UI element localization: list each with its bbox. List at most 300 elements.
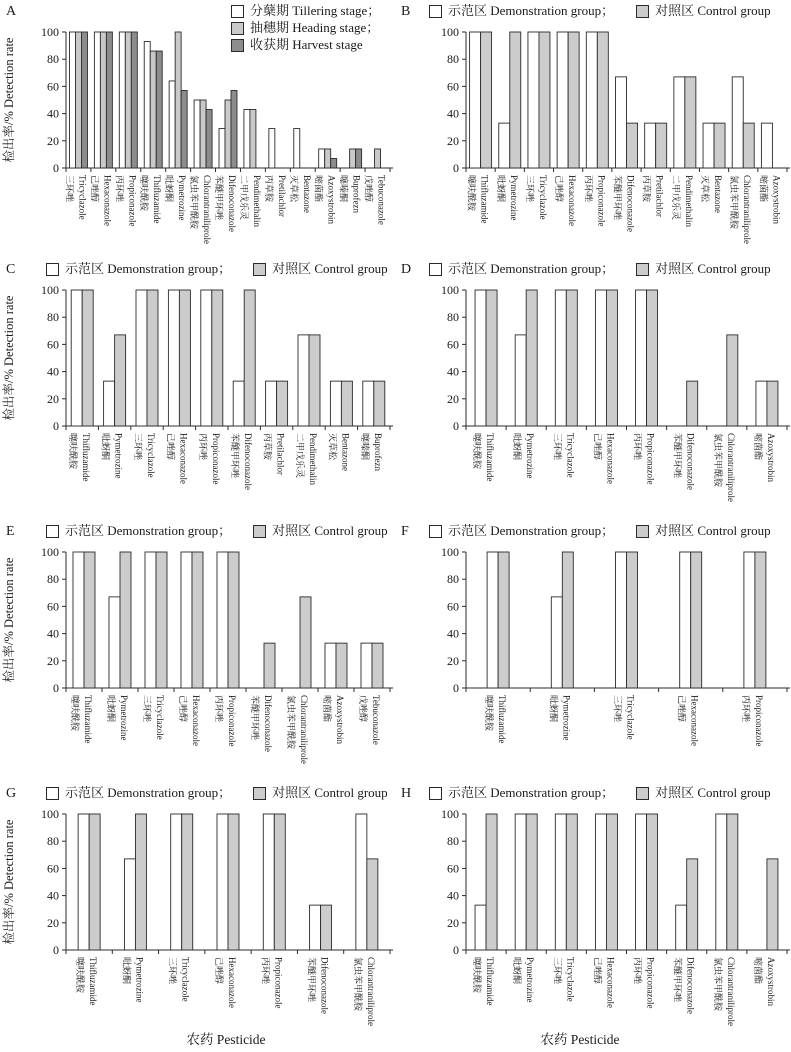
bar-difenoconazole (687, 859, 698, 950)
x-category-label-en: Difenoconazole (227, 175, 237, 232)
x-category-label-zh: 丙环唑 (214, 695, 224, 723)
bar-propiconazole (647, 290, 658, 426)
bar-hexaconazole (606, 814, 617, 950)
bar-hexaconazole (106, 32, 112, 168)
legend-label: 示范区 Demonstration group； (448, 261, 615, 276)
bar-pretilachlor (277, 381, 288, 426)
bar-thifluzamide (470, 32, 481, 168)
x-category-label-en: Hexaconazole (567, 175, 578, 226)
bar-azoxystrobin (331, 158, 337, 168)
bar-hexaconazole (691, 552, 702, 688)
x-category-label-en: Pretilachlor (275, 433, 286, 475)
y-tick-label: 100 (41, 25, 59, 39)
x-category-label-zh: 丙环唑 (260, 957, 271, 985)
x-category-label-en: Pymetrozine (134, 957, 145, 1003)
x-category-label-zh: 丙环唑 (583, 175, 594, 203)
bar-pymetrozine (169, 81, 175, 168)
bar-chlorantraniliprole (367, 859, 378, 950)
bar-thifluzamide (487, 552, 498, 688)
panel-label-c: C (6, 262, 16, 277)
legend-panel-d (429, 261, 771, 277)
bar-pymetrozine (181, 90, 187, 168)
panel-h (395, 782, 791, 1052)
panel-label-b: B (401, 4, 411, 19)
x-category-label-zh: 嘧菌酯 (752, 433, 763, 461)
bar-thifluzamide (486, 290, 497, 426)
bar-propiconazole (217, 552, 228, 688)
y-tick-label: 40 (47, 106, 59, 121)
bar-tricyclazole (555, 814, 566, 950)
x-category-label-en: Bentazone (340, 433, 351, 471)
legend-item (46, 785, 231, 801)
legend-swatch-icon (253, 525, 266, 538)
bar-thifluzamide (82, 290, 93, 426)
legend-item (636, 523, 771, 539)
bar-tricyclazole (528, 32, 539, 168)
bar-pretilachlor (269, 129, 275, 168)
bar-pymetrozine (175, 32, 181, 168)
bar-pymetrozine (515, 335, 526, 426)
x-category-label-zh: 二甲戊乐灵 (670, 175, 681, 221)
y-axis-title: 检出率/% Detection rate (2, 37, 16, 163)
bar-difenoconazole (687, 381, 698, 426)
legend-label: 示范区 Demonstration group； (65, 523, 232, 538)
x-category-label-en: Thifluzamide (479, 175, 490, 224)
bar-propiconazole (755, 552, 766, 688)
x-category-label-en: Pymetrozine (119, 695, 129, 741)
bar-pendimethalin (309, 335, 320, 426)
legend-swatch-icon (429, 263, 442, 276)
x-category-label-en: Chlorantraniliprole (202, 175, 213, 244)
bar-tricyclazole (566, 290, 577, 426)
y-tick-label: 20 (47, 915, 59, 930)
panel-a (0, 0, 396, 258)
x-category-label-zh: 灭草松 (288, 175, 299, 203)
legend-item (636, 3, 771, 19)
bar-difenoconazole (233, 381, 244, 426)
x-category-label-zh: 氯虫苯甲酰胺 (352, 957, 363, 1012)
x-axis-title-right: 农药 Pesticide (540, 1032, 620, 1047)
bar-hexaconazole (181, 552, 192, 688)
x-category-label-en: Difenoconazole (243, 433, 254, 490)
bar-chart-b (395, 0, 791, 260)
legend-swatch-icon (636, 787, 649, 800)
legend-item (429, 3, 614, 19)
bar-buprofezn (374, 381, 385, 426)
x-category-label-zh: 噻呋酰胺 (484, 695, 495, 732)
legend-swatch-icon (636, 5, 649, 18)
x-category-label-zh: 灭草松 (700, 175, 711, 203)
bar-hexaconazole (168, 290, 179, 426)
y-tick-label: 100 (441, 283, 459, 297)
y-tick-label: 80 (47, 310, 59, 325)
x-category-label-en: Hexaconazole (605, 433, 616, 484)
x-category-label-en: Hexaconazole (689, 695, 700, 746)
x-category-label-zh: 灭草松 (327, 433, 338, 461)
legend-panel-b (429, 3, 771, 19)
x-category-label-en: Propiconazole (596, 175, 607, 227)
legend-item (46, 523, 231, 539)
y-tick-label: 40 (47, 888, 59, 903)
bar-chlorantraniliprole (206, 110, 212, 168)
y-tick-label: 60 (447, 861, 459, 876)
x-category-label-en: Propiconazole (645, 433, 656, 485)
bar-thifluzamide (144, 42, 150, 168)
panel-f (395, 520, 791, 778)
legend-panel-c (46, 261, 388, 277)
bar-tricyclazole (69, 32, 75, 168)
legend-label: 示范区 Demonstration group； (448, 523, 615, 538)
bar-thifluzamide (84, 552, 95, 688)
bar-propiconazole (125, 32, 131, 168)
y-tick-label: 60 (447, 599, 459, 614)
x-category-label-zh: 噻呋酰胺 (466, 175, 477, 212)
bar-pymetrozine (135, 814, 146, 950)
x-category-label-en: Thifluzamide (485, 433, 496, 482)
bar-pretilachlor (656, 123, 667, 168)
y-tick-label: 20 (447, 391, 459, 406)
bar-pymetrozine (510, 32, 521, 168)
bar-difenoconazole (616, 77, 627, 168)
bar-difenoconazole (225, 100, 231, 168)
legend-swatch-icon (429, 5, 442, 18)
x-category-label-zh: 吡蚜酮 (121, 957, 132, 985)
legend-label: 示范区 Demonstration group； (65, 261, 232, 276)
bar-bentazone (703, 123, 714, 168)
bar-tricyclazole (156, 552, 167, 688)
bar-pymetrozine (551, 597, 562, 688)
y-tick-label: 100 (41, 807, 59, 821)
y-tick-label: 0 (453, 943, 459, 957)
x-category-label-en: Difenoconazole (625, 175, 636, 232)
legend-panel-a (231, 3, 380, 53)
x-category-label-zh: 二甲戊乐灵 (238, 175, 249, 221)
y-tick-label: 60 (47, 599, 59, 614)
x-category-label-en: Pymetrozine (561, 695, 572, 741)
y-tick-label: 40 (447, 888, 459, 903)
x-category-label-zh: 丙草胺 (263, 175, 274, 203)
bar-pendimethalin (298, 335, 309, 426)
legend-item (231, 3, 380, 19)
legend-swatch-icon (253, 787, 266, 800)
bar-propiconazole (119, 32, 125, 168)
legend-item (636, 785, 771, 801)
bar-hexaconazole (595, 290, 606, 426)
y-tick-label: 40 (47, 626, 59, 641)
x-category-label-en: Difenoconazole (319, 957, 330, 1014)
x-category-label-en: Hexaconazole (178, 433, 189, 484)
bar-chlorantraniliprole (727, 814, 738, 950)
x-category-label-zh: 己唑醇 (165, 433, 176, 461)
x-category-label-en: Pendimethalin (683, 175, 694, 227)
x-category-label-zh: 戊唑醇 (358, 695, 368, 723)
x-category-label-zh: 己唑醇 (89, 175, 100, 203)
x-category-label-en: Tricyclazole (625, 695, 636, 740)
y-tick-label: 0 (53, 161, 59, 175)
x-category-label-en: Buprofezn (372, 433, 383, 471)
bar-tricyclazole (616, 552, 627, 688)
legend-item (429, 261, 614, 277)
bar-tricyclazole (555, 290, 566, 426)
x-category-label-en: Pymetrozine (177, 175, 188, 221)
y-tick-label: 60 (47, 79, 59, 94)
y-tick-label: 80 (47, 52, 59, 67)
x-category-label-zh: 噻呋酰胺 (70, 695, 80, 732)
bar-hexaconazole (100, 32, 106, 168)
y-tick-label: 0 (453, 161, 459, 175)
x-category-label-zh: 三环唑 (552, 957, 563, 985)
x-category-label-zh: 吡蚜酮 (100, 433, 111, 461)
legend-panel-e (46, 523, 388, 539)
x-category-label-zh: 氯虫苯甲酰胺 (712, 957, 723, 1012)
x-category-label-en: Bentazone (301, 175, 312, 213)
bar-hexaconazole (94, 32, 100, 168)
x-category-label-zh: 二甲戊乐灵 (295, 433, 305, 479)
bar-pendimethalin (674, 77, 685, 168)
bar-chart-c (0, 258, 396, 518)
panel-label-g: G (6, 786, 17, 801)
x-category-label-en: Pymetrozine (525, 433, 536, 479)
x-category-label-en: Azoxystrobin (765, 957, 776, 1006)
bar-chart-g (0, 782, 396, 1042)
bar-propiconazole (212, 290, 223, 426)
bar-pymetrozine (104, 381, 115, 426)
bar-chart-e (0, 520, 396, 780)
x-category-label-zh: 噻呋酰胺 (75, 957, 86, 994)
bar-tricyclazole (566, 814, 577, 950)
bar-pendimethalin (244, 110, 250, 168)
x-category-label-zh: 吡蚜酮 (548, 695, 559, 723)
bar-tricyclazole (182, 814, 193, 950)
legend-label: 示范区 Demonstration group； (65, 785, 232, 800)
bar-propiconazole (201, 290, 212, 426)
bar-pymetrozine (526, 290, 537, 426)
y-tick-label: 20 (447, 915, 459, 930)
bar-tricyclazole (147, 290, 158, 426)
x-category-label-zh: 吡蚜酮 (106, 695, 116, 723)
legend-swatch-icon (429, 525, 442, 538)
x-category-label-en: Chlorantraniliprole (365, 957, 376, 1026)
y-tick-label: 60 (47, 337, 59, 352)
bar-azoxystrobin (319, 149, 325, 168)
y-tick-label: 80 (447, 834, 459, 849)
x-category-label-zh: 苯醚甲环唑 (250, 695, 260, 741)
bar-thifluzamide (71, 290, 82, 426)
x-category-label-en: Chlorantraniliprole (742, 175, 753, 244)
bar-propiconazole (647, 814, 658, 950)
x-category-label-en: Propiconazole (227, 695, 237, 747)
legend-label: 对照区 Control group (655, 785, 771, 800)
bar-hexaconazole (680, 552, 691, 688)
y-tick-label: 20 (47, 391, 59, 406)
bar-propiconazole (274, 814, 285, 950)
x-category-label-en: Hexaconazole (227, 957, 237, 1008)
x-category-label-zh: 己唑醇 (592, 957, 603, 985)
x-category-label-en: Thifluzamide (83, 695, 93, 744)
x-category-label-en: Chlorantraniliprole (725, 433, 736, 502)
x-category-label-zh: 丙环唑 (632, 957, 643, 985)
bar-difenoconazole (219, 129, 225, 168)
y-axis-title: 检出率/% Detection rate (2, 557, 16, 683)
y-tick-label: 100 (441, 807, 459, 821)
x-category-label-en: Pymetrozine (113, 433, 124, 479)
x-category-label-en: Pymetrozine (525, 957, 536, 1003)
x-category-label-zh: 苯醚甲环唑 (306, 957, 317, 1003)
x-category-label-en: Hexaconazole (102, 175, 113, 226)
x-category-label-en: Hexaconazole (605, 957, 616, 1008)
panel-d (395, 258, 791, 516)
x-category-label-en: Propiconazole (210, 433, 221, 485)
x-category-label-zh: 苯醚甲环唑 (230, 433, 241, 479)
x-category-label-zh: 丙环唑 (632, 433, 643, 461)
legend-label: 抽穗期 Heading stage； (250, 20, 380, 35)
bar-hexaconazole (557, 32, 568, 168)
y-tick-label: 100 (41, 545, 59, 559)
y-axis-title: 检出率/% Detection rate (2, 819, 16, 945)
y-tick-label: 20 (47, 653, 59, 668)
y-tick-label: 40 (47, 364, 59, 379)
x-category-label-en: Buprofezn (351, 175, 362, 213)
panel-label-f: F (401, 524, 409, 539)
x-category-label-zh: 三环唑 (142, 695, 152, 723)
legend-item (253, 785, 388, 801)
x-category-label-en: Difenoconazole (685, 433, 696, 490)
bar-chart-d (395, 258, 791, 518)
bar-pendimethalin (685, 77, 696, 168)
x-category-label-zh: 噻嗪酮 (359, 433, 370, 461)
y-tick-label: 20 (47, 133, 59, 148)
x-category-label-en: Thifluzamide (152, 175, 163, 224)
x-category-label-zh: 噻呋酰胺 (472, 433, 483, 470)
bar-propiconazole (636, 814, 647, 950)
bar-thifluzamide (475, 290, 486, 426)
bar-chlorantraniliprole (200, 100, 206, 168)
legend-swatch-icon (46, 787, 59, 800)
legend-label: 对照区 Control group (655, 523, 771, 538)
x-category-label-zh: 氯虫苯甲酰胺 (729, 175, 740, 230)
bar-pymetrozine (562, 552, 573, 688)
bar-tricyclazole (627, 552, 638, 688)
x-category-label-zh: 噻呋酰胺 (68, 433, 79, 470)
x-category-label-zh: 三环唑 (64, 175, 75, 203)
x-category-label-zh: 三环唑 (612, 695, 623, 723)
x-category-label-en: Propiconazole (645, 957, 656, 1009)
legend-label: 对照区 Control group (655, 3, 771, 18)
y-tick-label: 100 (441, 25, 459, 39)
x-category-label-en: Thifluzamide (497, 695, 508, 744)
bar-chart-h (395, 782, 791, 1042)
y-tick-label: 20 (447, 653, 459, 668)
x-category-label-zh: 苯醚甲环唑 (214, 175, 224, 221)
bar-pymetrozine (115, 335, 126, 426)
x-category-label-zh: 三环唑 (167, 957, 178, 985)
bar-azoxystrobin (336, 643, 347, 688)
bar-pymetrozine (120, 552, 131, 688)
legend-item (231, 37, 380, 53)
legend-panel-f (429, 523, 771, 539)
x-category-label-zh: 戊唑醇 (363, 175, 374, 203)
bar-bentazone (330, 381, 341, 426)
legend-item (46, 261, 231, 277)
x-category-label-zh: 苯醚甲环唑 (672, 433, 683, 479)
x-category-label-en: Pretilachlor (654, 175, 665, 217)
bar-pymetrozine (499, 123, 510, 168)
x-category-label-en: Tricyclazole (146, 433, 156, 478)
x-category-label-zh: 吡蚜酮 (164, 175, 175, 203)
bar-azoxystrobin (761, 123, 772, 168)
legend-label: 对照区 Control group (655, 261, 771, 276)
bar-thifluzamide (89, 814, 100, 950)
x-category-label-en: Tricyclazole (565, 957, 576, 1002)
x-category-label-zh: 三环唑 (552, 433, 563, 461)
bar-tricyclazole (539, 32, 550, 168)
x-category-label-en: Tricyclazole (77, 175, 88, 220)
legend-item (429, 785, 614, 801)
x-category-label-zh: 噻嗪酮 (338, 175, 349, 203)
x-category-label-zh: 己唑醇 (554, 175, 565, 203)
y-tick-label: 40 (447, 626, 459, 641)
legend-swatch-icon (231, 39, 244, 52)
x-category-label-zh: 己唑醇 (178, 695, 188, 723)
legend-swatch-icon (636, 263, 649, 276)
x-category-label-en: Tricyclazole (565, 433, 576, 478)
x-category-label-en: Thifluzamide (81, 433, 92, 482)
bar-bentazone (341, 381, 352, 426)
legend-item (429, 523, 614, 539)
bar-thifluzamide (498, 552, 509, 688)
x-category-label-en: Thifluzamide (88, 957, 99, 1006)
bar-thifluzamide (150, 51, 156, 168)
bar-thifluzamide (78, 814, 89, 950)
bar-thifluzamide (475, 905, 486, 950)
panel-label-h: H (401, 786, 412, 801)
legend-swatch-icon (46, 263, 59, 276)
legend-label: 示范区 Demonstration group； (448, 785, 615, 800)
bar-tricyclazole (145, 552, 156, 688)
x-category-label-zh: 丙环唑 (740, 695, 751, 723)
x-category-label-en: Propiconazole (273, 957, 284, 1009)
bar-difenoconazole (321, 905, 332, 950)
x-category-label-zh: 氯虫苯甲酰胺 (286, 695, 296, 750)
y-tick-label: 60 (447, 79, 459, 94)
panel-e (0, 520, 396, 778)
bar-thifluzamide (73, 552, 84, 688)
legend-swatch-icon (636, 525, 649, 538)
legend-swatch-icon (46, 525, 59, 538)
x-category-label-zh: 噻呋酰胺 (472, 957, 483, 994)
bar-hexaconazole (595, 814, 606, 950)
y-tick-label: 0 (453, 681, 459, 695)
x-category-label-zh: 己唑醇 (592, 433, 603, 461)
y-tick-label: 0 (53, 943, 59, 957)
x-category-label-zh: 氯虫苯甲酰胺 (189, 175, 200, 230)
y-tick-label: 0 (53, 681, 59, 695)
x-category-label-en: Bentazone (713, 175, 724, 213)
y-tick-label: 20 (447, 133, 459, 148)
x-category-label-zh: 己唑醇 (676, 695, 687, 723)
bar-chlorantraniliprole (716, 814, 727, 950)
x-category-label-zh: 苯醚甲环唑 (612, 175, 623, 221)
legend-swatch-icon (253, 263, 266, 276)
bar-tricyclazole (81, 32, 87, 168)
bar-chlorantraniliprole (743, 123, 754, 168)
x-category-label-en: Chlorantraniliprole (725, 957, 736, 1026)
legend-panel-g (46, 785, 388, 801)
x-category-label-zh: 氯虫苯甲酰胺 (712, 433, 723, 488)
x-category-label-zh: 三环唑 (133, 433, 143, 461)
bar-difenoconazole (231, 90, 237, 168)
x-category-label-en: Propiconazole (127, 175, 138, 227)
